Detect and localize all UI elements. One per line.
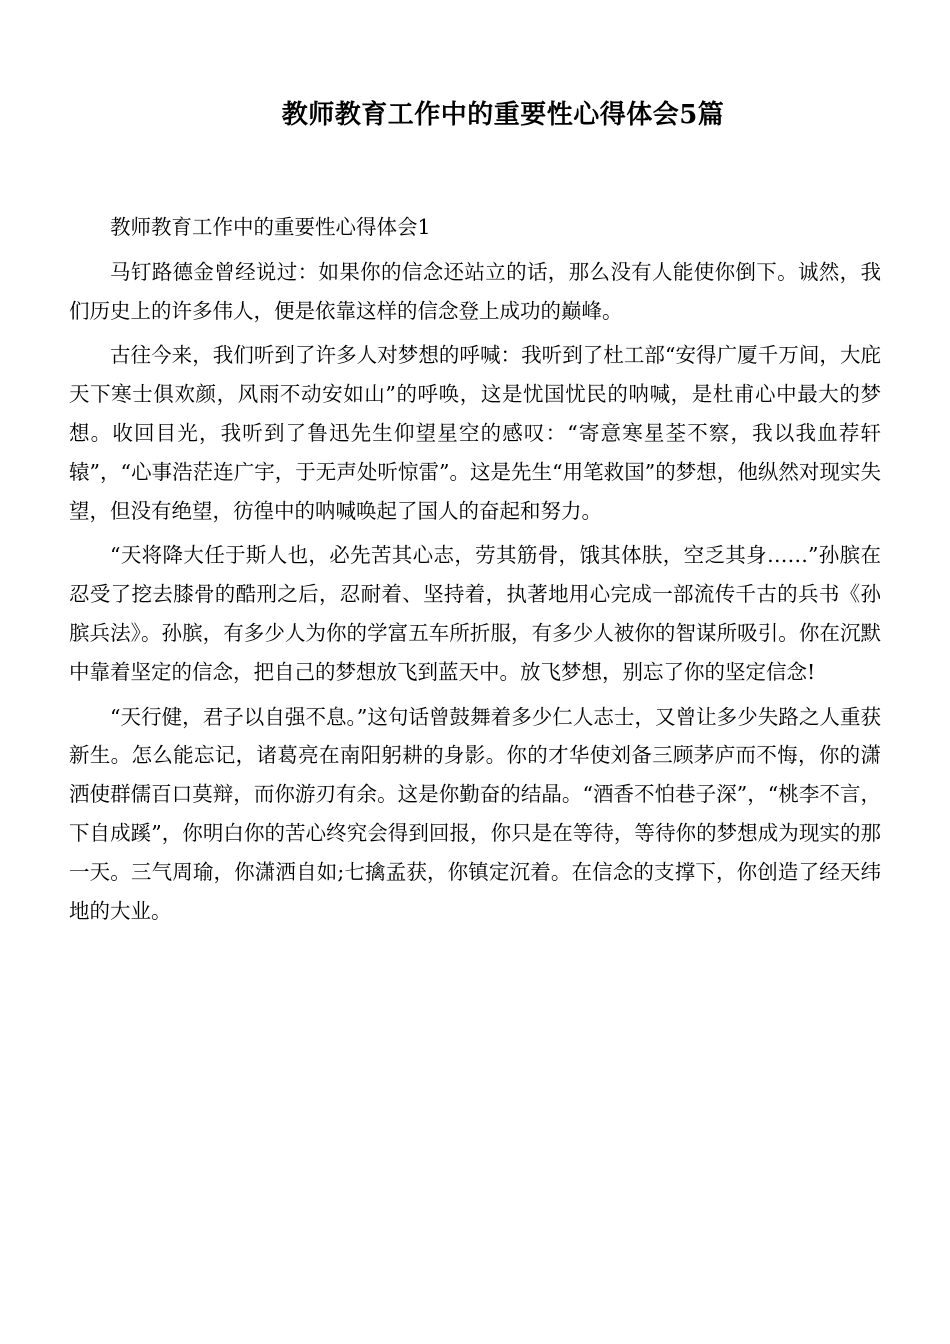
paragraph-3: “天将降大任于斯人也，必先苦其心志，劳其筋骨，饿其体肤，空乏其身……”孙膑在忍受了挖去膝骨的酷刑之后，忍耐着、坚持着，执著地用心完成一部流传千古的兵书《孙膑兵法》。孙膑，有多少人为你的学富五车所折服，有多少人被你的智谋所吸引。你在沉默中靠着坚定的信念，把自己的梦想放飞到蓝天中。放飞梦想，别忘了你的坚定信念!: [69, 543, 881, 684]
paragraph-2: 古往今来，我们听到了许多人对梦想的呼喊：我听到了杜工部“安得广厦千万间，大庇天下寒士俱欢颜，风雨不动安如山”的呼唤，这是忧国忧民的呐喊，是杜甫心中最大的梦想。收回目光，我听到了鲁迅先生仰望星空的感叹：“寄意寒星荃不察，我以我血荐轩辕”，“心事浩茫连广宇，于无声处听惊雷”。这是先生“用笔救国”的梦想，他纵然对现实失望，但没有绝望，彷徨中的呐喊唤起了国人的奋起和努力。: [69, 343, 881, 523]
paragraph-4: “天行健，君子以自强不息。”这句话曾鼓舞着多少仁人志士，又曾让多少失路之人重获新生。怎么能忘记，诸葛亮在南阳躬耕的身影。你的才华使刘备三顾茅庐而不悔，你的潇洒使群儒百口莫辩，而你游刃有余。这是你勤奋的结晶。“酒香不怕巷子深”，“桃李不言，下自成蹊”，你明白你的苦心终究会得到回报，你只是在等待，等待你的梦想成为现实的那一天。三气周瑜，你潇洒自如;七擒孟获，你镇定沉着。在信念的支撑下，你创造了经天纬地的大业。: [69, 704, 881, 923]
paragraph-1: 马钉路德金曾经说过：如果你的信念还站立的话，那么没有人能使你倒下。诚然，我们历史上的许多伟人，便是依靠这样的信念登上成功的巅峰。: [69, 259, 881, 323]
document-body: [69, 208, 881, 936]
document-title: 教师教育工作中的重要性心得体会5篇: [281, 100, 725, 130]
section-heading: 教师教育工作中的重要性心得体会1: [110, 215, 431, 239]
